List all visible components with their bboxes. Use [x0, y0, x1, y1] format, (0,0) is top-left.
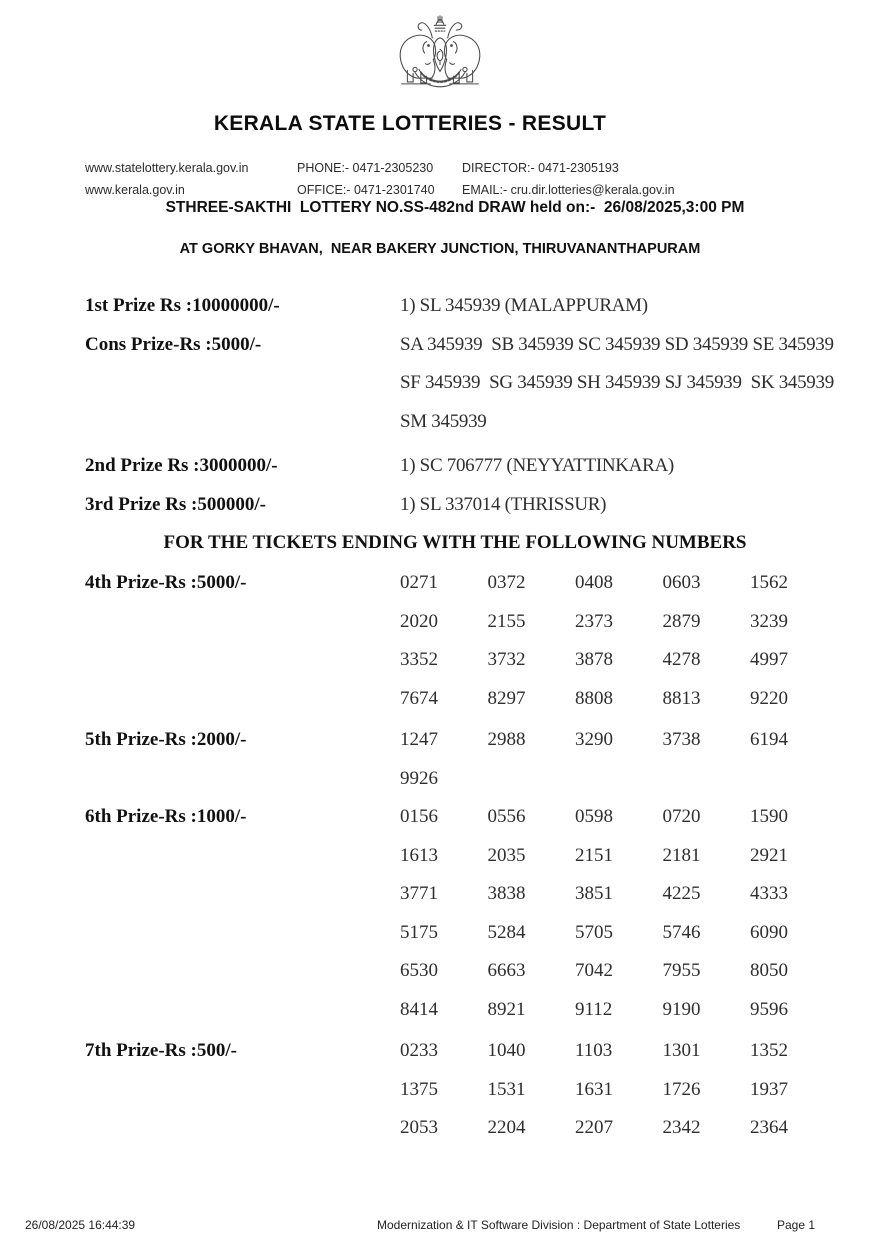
- office-number: OFFICE:- 0471-2301740: [297, 183, 435, 197]
- kerala-state-emblem-icon: [392, 6, 488, 108]
- ticket-number-row: [400, 1038, 838, 1077]
- page-number: Page 1: [777, 1218, 816, 1232]
- phone-number: PHONE:- 0471-2305230: [297, 161, 434, 175]
- ticket-number: 1352: [750, 1040, 788, 1061]
- ticket-number: 3878: [575, 649, 613, 670]
- ticket-number: 0156: [400, 806, 438, 827]
- ticket-number: 1301: [662, 1040, 701, 1061]
- ticket-number: 5175: [400, 921, 438, 943]
- ticket-number: 8297: [487, 687, 526, 709]
- ticket-number: 3352: [400, 649, 438, 670]
- ticket-number-grid-5th: [400, 727, 838, 804]
- ticket-number: 2020: [400, 610, 438, 632]
- ticket-number: 2921: [750, 844, 788, 866]
- ticket-number-row: [400, 843, 838, 882]
- ticket-number: 2373: [575, 610, 613, 632]
- ticket-number: 1631: [575, 1078, 613, 1100]
- ticket-number: 2181: [662, 844, 701, 866]
- ticket-number: 1247: [400, 729, 438, 750]
- director-number: DIRECTOR:- 0471-2305193: [462, 161, 619, 175]
- ticket-number-row: [400, 997, 838, 1036]
- ticket-number: 1103: [575, 1040, 613, 1061]
- winning-ticket-series: SF 345939 SG 345939 SH 345939 SJ 345939 SK 345939: [400, 372, 834, 393]
- prize-winners-2nd: [400, 453, 674, 492]
- prize-winners-consolation: [400, 332, 834, 448]
- ticket-number-row: [400, 1077, 838, 1116]
- ticket-number-row: [400, 958, 838, 997]
- ticket-number: 0408: [575, 572, 613, 593]
- prize-winners-3rd: [400, 492, 606, 531]
- generated-timestamp: 26/08/2025 16:44:39: [25, 1218, 136, 1232]
- ticket-number: 1590: [750, 806, 788, 827]
- ending-numbers-heading: FOR THE TICKETS ENDING WITH THE FOLLOWING NUMBERS: [163, 532, 747, 553]
- ticket-number: 3732: [487, 649, 526, 670]
- ticket-number: 7042: [575, 960, 613, 981]
- ticket-number: 9596: [750, 998, 788, 1020]
- ticket-number: 3851: [575, 883, 613, 904]
- ticket-number: 6194: [750, 729, 788, 750]
- ticket-number: 5705: [575, 921, 613, 943]
- ticket-number: 9190: [662, 998, 701, 1020]
- prize-label-1st: 1st Prize Rs :10000000/-: [85, 295, 280, 316]
- prize-row-1st: [85, 293, 845, 332]
- ticket-number: 3290: [575, 729, 613, 750]
- ticket-number: 1726: [662, 1078, 701, 1100]
- draw-title-line: STHREE-SAKTHI LOTTERY NO.SS-482nd DRAW held on:- 26/08/2025,3:00 PM: [165, 199, 745, 216]
- ticket-number: 9112: [575, 998, 613, 1020]
- ticket-number: 1375: [400, 1078, 438, 1100]
- prize-label-4th: 4th Prize-Rs :5000/-: [85, 572, 247, 593]
- email-address: EMAIL:- cru.dir.lotteries@kerala.gov.in: [462, 183, 675, 197]
- winning-ticket: 1) SC 706777 (NEYYATTINKARA): [400, 455, 674, 476]
- ticket-number-grid-4th: [400, 570, 838, 724]
- ticket-number: 6530: [400, 960, 438, 981]
- ticket-number: 1613: [400, 844, 438, 866]
- ticket-number: 0720: [662, 806, 701, 827]
- prize-label-3rd: 3rd Prize Rs :500000/-: [85, 493, 266, 515]
- ticket-number: 4225: [662, 883, 701, 904]
- ticket-number: 0233: [400, 1040, 438, 1061]
- ticket-number: 8808: [575, 687, 613, 709]
- ticket-number-row: [400, 1115, 838, 1154]
- ticket-number: 7955: [662, 960, 701, 981]
- ticket-number: 0556: [487, 806, 526, 827]
- winning-ticket-series: SM 345939: [400, 410, 487, 432]
- prize-row-2nd: [85, 453, 845, 492]
- ticket-number: 2053: [400, 1117, 438, 1138]
- ticket-number-row: [400, 570, 838, 609]
- ticket-number: 2879: [662, 610, 701, 632]
- page-footer: [0, 1218, 880, 1238]
- ticket-number-row: [400, 609, 838, 648]
- ticket-number: 3771: [400, 883, 438, 904]
- ticket-number: 0598: [575, 806, 613, 827]
- prize-label-consolation: Cons Prize-Rs :5000/-: [85, 333, 262, 355]
- division-name: Modernization & IT Software Division : Department of State Lotteries: [377, 1218, 741, 1232]
- prize-row-5th: [85, 727, 845, 804]
- prize-label-5th: 5th Prize-Rs :2000/-: [85, 729, 247, 750]
- ticket-number-row: [400, 686, 838, 725]
- ticket-number: 1531: [487, 1078, 526, 1100]
- ticket-number: 8414: [400, 998, 438, 1020]
- ticket-number: 1040: [487, 1040, 526, 1061]
- winning-ticket-series: SA 345939 SB 345939 SC 345939 SD 345939 SE 345939: [400, 333, 834, 355]
- ticket-number: 9220: [750, 687, 788, 709]
- ticket-number: 4333: [750, 883, 788, 904]
- prize-row-6th: [85, 804, 845, 1035]
- ticket-number: 2204: [487, 1117, 526, 1138]
- ticket-number: 2342: [662, 1117, 701, 1138]
- ticket-number: 9926: [400, 767, 438, 789]
- prize-label-2nd: 2nd Prize Rs :3000000/-: [85, 455, 278, 476]
- ticket-number: 1562: [750, 572, 788, 593]
- page-title: KERALA STATE LOTTERIES - RESULT: [213, 112, 607, 135]
- winning-ticket: 1) SL 337014 (THRISSUR): [400, 493, 607, 515]
- draw-venue-line: AT GORKY BHAVAN, NEAR BAKERY JUNCTION, THIRUVANANTHAPURAM: [179, 241, 701, 257]
- ticket-number: 3738: [662, 729, 701, 750]
- ticket-number: 0372: [487, 572, 526, 593]
- ticket-number: 2155: [487, 610, 526, 632]
- ticket-number: 2364: [750, 1117, 788, 1138]
- ticket-number: 5746: [662, 921, 701, 943]
- prize-row-7th: [85, 1038, 845, 1154]
- ticket-number: 3838: [487, 883, 526, 904]
- ticket-number-row: [400, 920, 838, 959]
- ticket-number: 4997: [750, 649, 788, 670]
- ticket-number: 5284: [487, 921, 526, 943]
- ticket-number-row: [400, 647, 838, 686]
- ticket-number: 6663: [487, 960, 526, 981]
- ticket-number: 0603: [662, 572, 701, 593]
- ticket-number-row: [400, 881, 838, 920]
- ticket-number: 2207: [575, 1117, 613, 1138]
- prize-row-consolation: [85, 332, 845, 448]
- ticket-number: 7674: [400, 687, 438, 709]
- prize-results: [85, 293, 845, 1154]
- website-link-kerala: www.kerala.gov.in: [85, 183, 185, 197]
- ticket-number: 2988: [487, 729, 526, 750]
- prize-row-4th: [85, 570, 845, 724]
- ticket-number: 3239: [750, 610, 788, 632]
- ticket-number: 4278: [662, 649, 701, 670]
- ticket-number: 1937: [750, 1078, 788, 1100]
- ticket-number: 0271: [400, 572, 438, 593]
- ticket-number: 8813: [662, 687, 701, 709]
- winning-ticket: 1) SL 345939 (MALAPPURAM): [400, 295, 648, 316]
- ticket-number-grid-7th: [400, 1038, 838, 1154]
- prize-row-3rd: [85, 492, 845, 531]
- ticket-number: 2151: [575, 844, 613, 866]
- ticket-number-grid-6th: [400, 804, 838, 1035]
- ticket-number: 8921: [487, 998, 526, 1020]
- ticket-number-row: [400, 727, 838, 766]
- prize-label-7th: 7th Prize-Rs :500/-: [85, 1040, 237, 1061]
- website-link-statelottery: www.statelottery.kerala.gov.in: [85, 161, 249, 175]
- ticket-number-row: [400, 804, 838, 843]
- ticket-number-row: [400, 766, 838, 805]
- ticket-number: 2035: [487, 844, 526, 866]
- prize-winners-1st: [400, 293, 648, 332]
- ticket-number: 8050: [750, 960, 788, 981]
- prize-label-6th: 6th Prize-Rs :1000/-: [85, 806, 247, 827]
- ticket-number: 6090: [750, 921, 788, 943]
